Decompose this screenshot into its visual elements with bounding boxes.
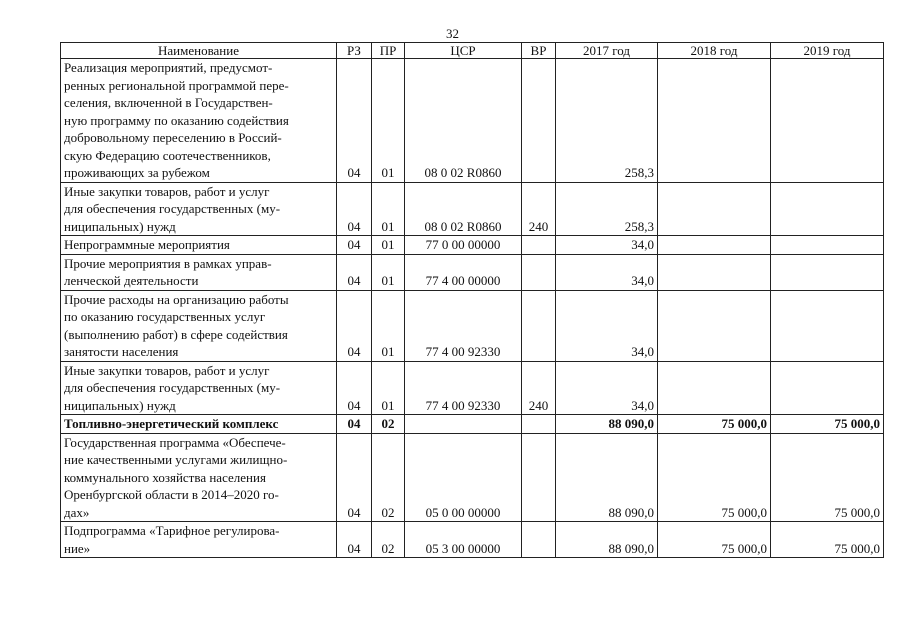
cell-y2017: 34,0 bbox=[556, 290, 658, 361]
cell-name-line: ние качественными услугами жилищно- bbox=[64, 452, 288, 467]
table-row bbox=[61, 522, 884, 558]
cell-csr bbox=[405, 415, 522, 434]
cell-name-line: занятости населения bbox=[64, 344, 179, 359]
cell-pr: 01 bbox=[372, 361, 405, 415]
cell-name-line: Реализация мероприятий, предусмот- bbox=[64, 60, 273, 75]
cell-csr: 77 4 00 00000 bbox=[405, 254, 522, 290]
cell-csr: 77 0 00 00000 bbox=[405, 236, 522, 255]
cell-y2017: 258,3 bbox=[556, 59, 658, 183]
cell-name bbox=[61, 522, 337, 558]
cell-rz: 04 bbox=[337, 254, 372, 290]
cell-name bbox=[61, 59, 337, 183]
cell-y2019 bbox=[771, 236, 884, 255]
cell-name-line: Подпрограмма «Тарифное регулирова- bbox=[64, 523, 280, 538]
cell-y2018 bbox=[658, 254, 771, 290]
table-row bbox=[61, 361, 884, 415]
cell-pr: 01 bbox=[372, 290, 405, 361]
cell-rz: 04 bbox=[337, 182, 372, 236]
cell-y2018: 75 000,0 bbox=[658, 433, 771, 522]
cell-csr: 08 0 02 R0860 bbox=[405, 182, 522, 236]
cell-y2017: 34,0 bbox=[556, 236, 658, 255]
cell-y2017: 34,0 bbox=[556, 254, 658, 290]
column-header-2019: 2019 год bbox=[771, 43, 884, 59]
cell-pr: 02 bbox=[372, 415, 405, 434]
cell-y2019: 75 000,0 bbox=[771, 522, 884, 558]
cell-pr: 02 bbox=[372, 522, 405, 558]
cell-y2017: 88 090,0 bbox=[556, 415, 658, 434]
cell-y2019: 75 000,0 bbox=[771, 415, 884, 434]
cell-name-line: (выполнению работ) в сфере содействия bbox=[64, 326, 288, 342]
cell-rz: 04 bbox=[337, 361, 372, 415]
cell-y2018 bbox=[658, 290, 771, 361]
cell-name-line: ниципальных) нужд bbox=[64, 397, 176, 413]
table-row bbox=[61, 433, 884, 522]
cell-pr: 01 bbox=[372, 236, 405, 255]
cell-name bbox=[61, 182, 337, 236]
cell-name-line: Непрограммные мероприятия bbox=[64, 237, 230, 252]
column-header-pr: ПР bbox=[372, 43, 405, 59]
table-row bbox=[61, 182, 884, 236]
cell-vr bbox=[522, 522, 556, 558]
cell-name bbox=[61, 254, 337, 290]
cell-y2018: 75 000,0 bbox=[658, 522, 771, 558]
column-header-2018: 2018 год bbox=[658, 43, 771, 59]
column-header-2017: 2017 год bbox=[556, 43, 658, 59]
cell-name-line: ную программу по оказанию содействия bbox=[64, 112, 289, 128]
cell-name-line: ренных региональной программой пере- bbox=[64, 77, 289, 93]
table-row bbox=[61, 290, 884, 361]
cell-name-line: Государственная программа «Обеспече- bbox=[64, 434, 286, 450]
table-row bbox=[61, 59, 884, 183]
cell-y2018 bbox=[658, 236, 771, 255]
cell-name-line: Топливно-энергетический комплекс bbox=[64, 416, 279, 431]
cell-csr: 05 3 00 00000 bbox=[405, 522, 522, 558]
cell-y2019 bbox=[771, 361, 884, 415]
cell-name-line: проживающих за рубежом bbox=[64, 165, 210, 180]
cell-rz: 04 bbox=[337, 236, 372, 255]
cell-name-line: ние» bbox=[64, 540, 91, 556]
cell-vr bbox=[522, 433, 556, 522]
cell-name-line: Прочие расходы на организацию работы bbox=[64, 291, 289, 307]
cell-vr bbox=[522, 59, 556, 183]
cell-name-line: по оказанию государственных услуг bbox=[64, 309, 266, 324]
cell-vr bbox=[522, 236, 556, 255]
cell-pr: 01 bbox=[372, 254, 405, 290]
cell-vr bbox=[522, 415, 556, 434]
table-row bbox=[61, 236, 884, 255]
cell-rz: 04 bbox=[337, 415, 372, 434]
cell-csr: 77 4 00 92330 bbox=[405, 361, 522, 415]
column-header-vr: ВР bbox=[522, 43, 556, 59]
cell-y2018 bbox=[658, 182, 771, 236]
cell-name bbox=[61, 433, 337, 522]
cell-rz: 04 bbox=[337, 59, 372, 183]
cell-pr: 01 bbox=[372, 182, 405, 236]
cell-rz: 04 bbox=[337, 433, 372, 522]
cell-y2018 bbox=[658, 361, 771, 415]
cell-name bbox=[61, 236, 337, 255]
cell-name bbox=[61, 361, 337, 415]
cell-y2017: 88 090,0 bbox=[556, 522, 658, 558]
cell-pr: 02 bbox=[372, 433, 405, 522]
column-header-csr: ЦСР bbox=[405, 43, 522, 59]
cell-name-line: для обеспечения государственных (му- bbox=[64, 201, 281, 216]
cell-name-line: Прочие мероприятия в рамках управ- bbox=[64, 255, 272, 271]
column-header-rz: РЗ bbox=[337, 43, 372, 59]
table-row bbox=[61, 415, 884, 434]
cell-y2019 bbox=[771, 59, 884, 183]
cell-vr: 240 bbox=[522, 361, 556, 415]
table-row bbox=[61, 254, 884, 290]
table-body bbox=[61, 59, 884, 558]
cell-vr bbox=[522, 254, 556, 290]
cell-csr: 05 0 00 00000 bbox=[405, 433, 522, 522]
cell-name-line: ленческой деятельности bbox=[64, 273, 199, 288]
cell-pr: 01 bbox=[372, 59, 405, 183]
cell-y2017: 34,0 bbox=[556, 361, 658, 415]
cell-y2019: 75 000,0 bbox=[771, 433, 884, 522]
cell-name-line: для обеспечения государственных (му- bbox=[64, 380, 281, 395]
cell-y2018: 75 000,0 bbox=[658, 415, 771, 434]
cell-name bbox=[61, 290, 337, 361]
cell-name-line: добровольному переселению в Россий- bbox=[64, 130, 282, 145]
cell-name-line: Иные закупки товаров, работ и услуг bbox=[64, 362, 270, 378]
cell-y2017: 258,3 bbox=[556, 182, 658, 236]
budget-table bbox=[60, 42, 884, 558]
cell-csr: 08 0 02 R0860 bbox=[405, 59, 522, 183]
cell-name-line: ниципальных) нужд bbox=[64, 218, 176, 234]
cell-vr: 240 bbox=[522, 182, 556, 236]
cell-name-line: коммунального хозяйства населения bbox=[64, 469, 266, 485]
cell-y2019 bbox=[771, 290, 884, 361]
cell-rz: 04 bbox=[337, 290, 372, 361]
cell-name-line: Оренбургской области в 2014–2020 го- bbox=[64, 487, 279, 502]
table-header-row bbox=[61, 43, 884, 59]
column-header-name: Наименование bbox=[61, 43, 337, 59]
cell-y2019 bbox=[771, 182, 884, 236]
cell-name bbox=[61, 415, 337, 434]
cell-y2018 bbox=[658, 59, 771, 183]
cell-csr: 77 4 00 92330 bbox=[405, 290, 522, 361]
cell-y2017: 88 090,0 bbox=[556, 433, 658, 522]
cell-name-line: дах» bbox=[64, 504, 90, 520]
cell-vr bbox=[522, 290, 556, 361]
page-number: 32 bbox=[446, 26, 459, 41]
cell-name-line: Иные закупки товаров, работ и услуг bbox=[64, 183, 270, 199]
cell-name-line: селения, включенной в Государствен- bbox=[64, 95, 273, 110]
cell-y2019 bbox=[771, 254, 884, 290]
cell-rz: 04 bbox=[337, 522, 372, 558]
cell-name-line: скую Федерацию соотечественников, bbox=[64, 147, 271, 163]
